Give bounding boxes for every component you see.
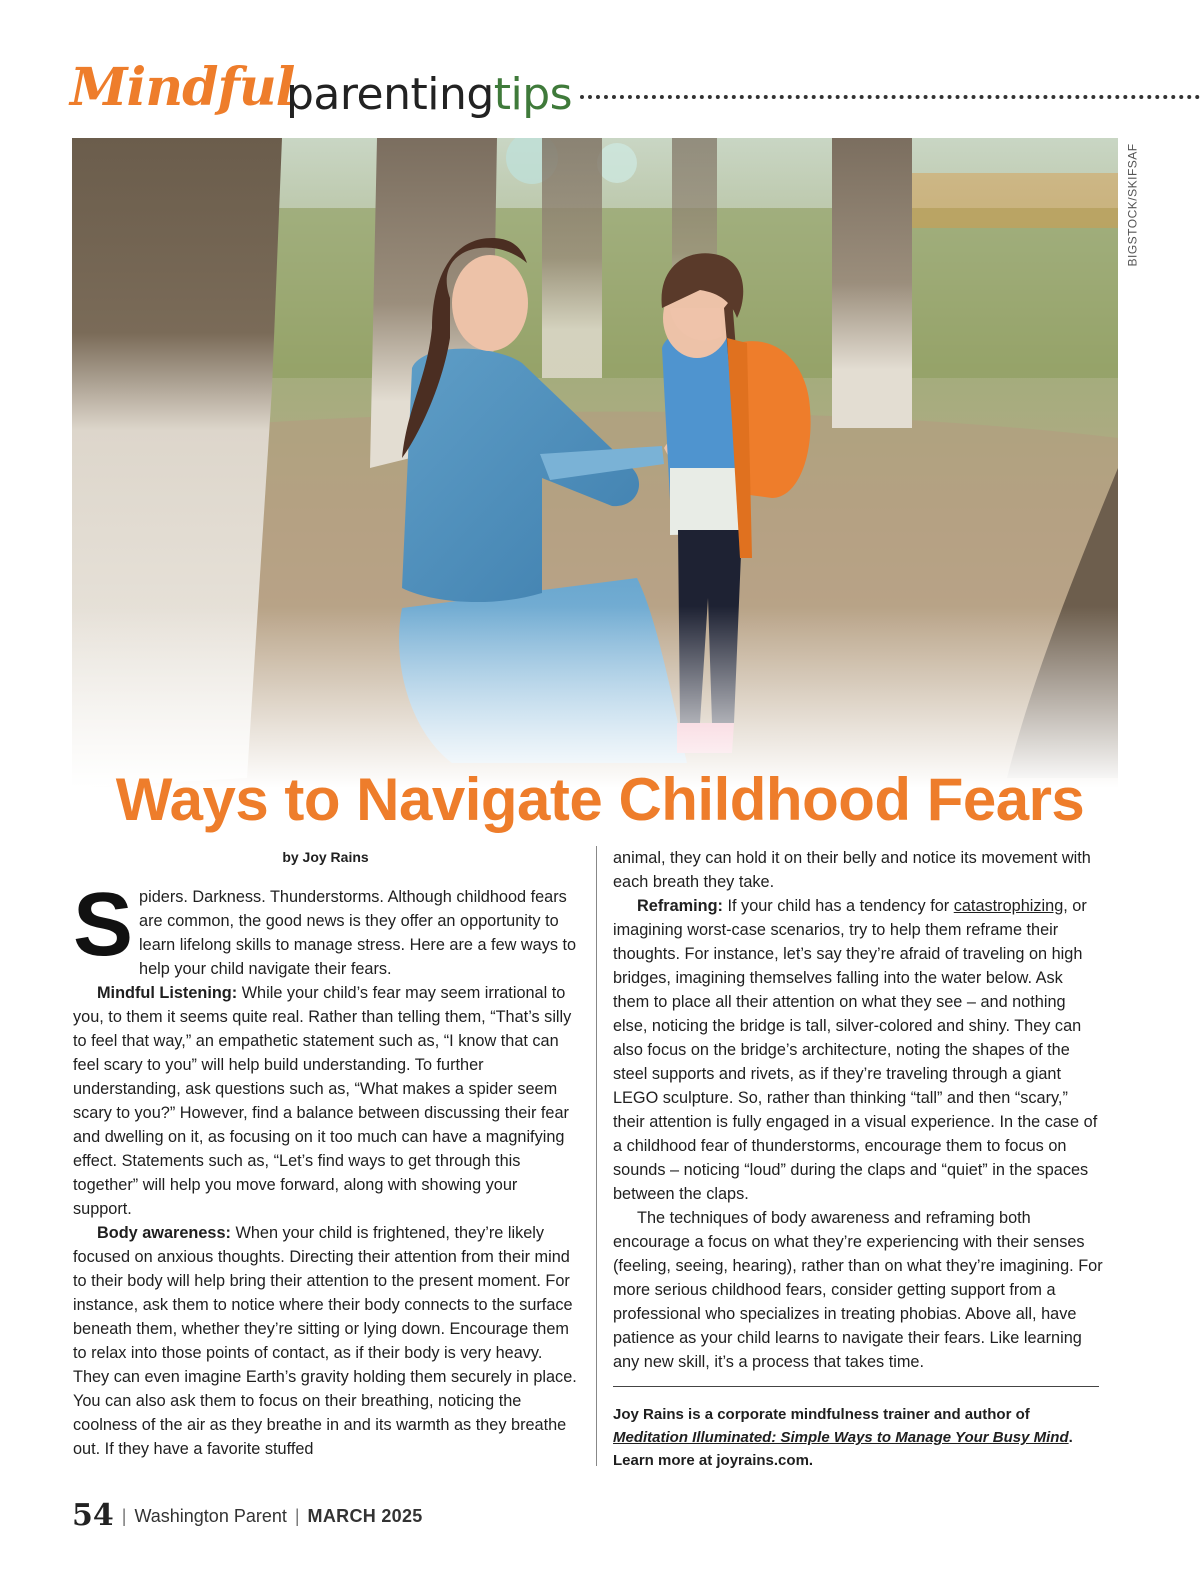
- body-awareness-paragraph: [73, 1221, 580, 1461]
- catastrophizing-link[interactable]: catastrophizing: [953, 897, 1064, 915]
- issue-date: MARCH 2025: [307, 1506, 423, 1526]
- page-number: 54: [72, 1498, 114, 1533]
- body-awareness-text: When your child is frightened, they’re likely focused on anxious thoughts. Directing their attention from their mind to their body will help bring their attention to the present moment. For instance, ask them to notice where their body connects to the surface beneath them, whether they’re sitting or lying down. Encourage them to relax into those points of contact, as if their body is very heavy. They can even imagine Earth’s gravity holding them securely in place. You can also ask them to focus on their breathing, noticing the coolness of the air as they breathe in and its warmth as they breathe out. If they have a favorite stuffed: [73, 1224, 577, 1458]
- photo-credit-text: BIGSTOCK/SKIFSAF: [1125, 143, 1140, 267]
- article-headline: Ways to Navigate Childhood Fears: [115, 766, 1085, 833]
- author-bio-period: .: [1068, 1429, 1073, 1446]
- hero-photo-illustration: [72, 138, 1118, 788]
- body-awareness-label: Body awareness:: [97, 1224, 231, 1242]
- brand-parentingtips: [286, 69, 572, 120]
- page-header: [70, 55, 1200, 135]
- photo-credit: [1120, 145, 1142, 275]
- brand-parenting-word: parenting: [286, 69, 494, 120]
- article-column-right: [613, 846, 1103, 1472]
- mindful-listening-paragraph: [73, 981, 580, 1221]
- brand-tips-word: tips: [493, 69, 573, 120]
- reframing-paragraph: [613, 894, 1103, 1206]
- body-awareness-continued: animal, they can hold it on their belly and notice its movement with each breath they take.: [613, 849, 1091, 891]
- intro-text: piders. Darkness. Thunderstorms. Although childhood fears are common, the good news is they offer an opportunity to learn lifelong skills to manage stress. Here are a few ways to help your child navigate their fears.: [139, 888, 577, 978]
- article-column-left: [73, 845, 580, 1461]
- reframing-text-start: If your child has a tendency for: [722, 897, 954, 915]
- footer-separator: |: [121, 1506, 127, 1526]
- reframing-text-end: , or imagining worst-case scenarios, try to help them reframe their thoughts. For instance, let’s say they’re afraid of traveling on high bridges, imagining themselves falling into the water below. Ask them to place all their attention on what they see – and nothing else, noticing the bridge is tall, silver-colored and shiny. They can also focus on the bridge’s architecture, noting the shapes of the steel supports and rivets, as if they’re traveling through a giant LEGO sculpture. So, rather than thinking “tall” and then “scary,” their attention is fully engaged in a visual experience. In the case of a childhood fear of thunderstorms, encourage them to focus on sounds – noticing “loud” during the claps and “quiet” in the spaces between the claps.: [613, 897, 1098, 1203]
- book-title-link[interactable]: Meditation Illuminated: Simple Ways to Manage Your Busy Mind: [613, 1429, 1069, 1446]
- intro-paragraph: [73, 875, 580, 981]
- reframing-label: Reframing:: [637, 897, 723, 915]
- drop-cap: S: [73, 875, 134, 975]
- page-footer: [72, 1498, 423, 1532]
- author-bio-intro: Joy Rains is a corporate mindfulness trainer and author of: [613, 1406, 1030, 1423]
- bio-divider: [613, 1386, 1099, 1387]
- publication-name: Washington Parent: [134, 1506, 287, 1526]
- column-divider: [596, 846, 597, 1466]
- footer-separator: |: [294, 1506, 300, 1526]
- closing-paragraph: The techniques of body awareness and reframing both encourage a focus on what they’re experiencing with their senses (feeling, seeing, hearing), rather than on what they’re imagining. For more serious childhood fears, consider getting support from a professional who specializes in treating phobias. Above all, have patience as your child learns to navigate their fears. Like learning any new skill, it’s a process that takes time.: [613, 1209, 1103, 1371]
- article-byline: by Joy Rains: [282, 849, 369, 865]
- author-bio: [613, 1403, 1103, 1472]
- header-dotted-rule: [580, 95, 1200, 99]
- mindful-listening-label: Mindful Listening:: [97, 984, 238, 1002]
- brand-mindful: Mindful: [70, 57, 295, 118]
- mindful-listening-text: While your child’s fear may seem irrational to you, to them it seems quite real. Rather than telling them, “That’s silly to feel that way,” an empathetic statement such as, “I know that can feel scary to you” will help build understanding. To further understanding, ask questions such as, “What makes a spider seem scary to you?” However, find a balance between discussing their fear and dwelling on it, as focusing on it too much can have a magnifying effect. Statements such as, “Let’s find ways to get through this together” will help you move forward, along with showing your support.: [73, 984, 572, 1218]
- author-website[interactable]: Learn more at joyrains.com.: [613, 1452, 814, 1469]
- hero-photo: [72, 138, 1118, 788]
